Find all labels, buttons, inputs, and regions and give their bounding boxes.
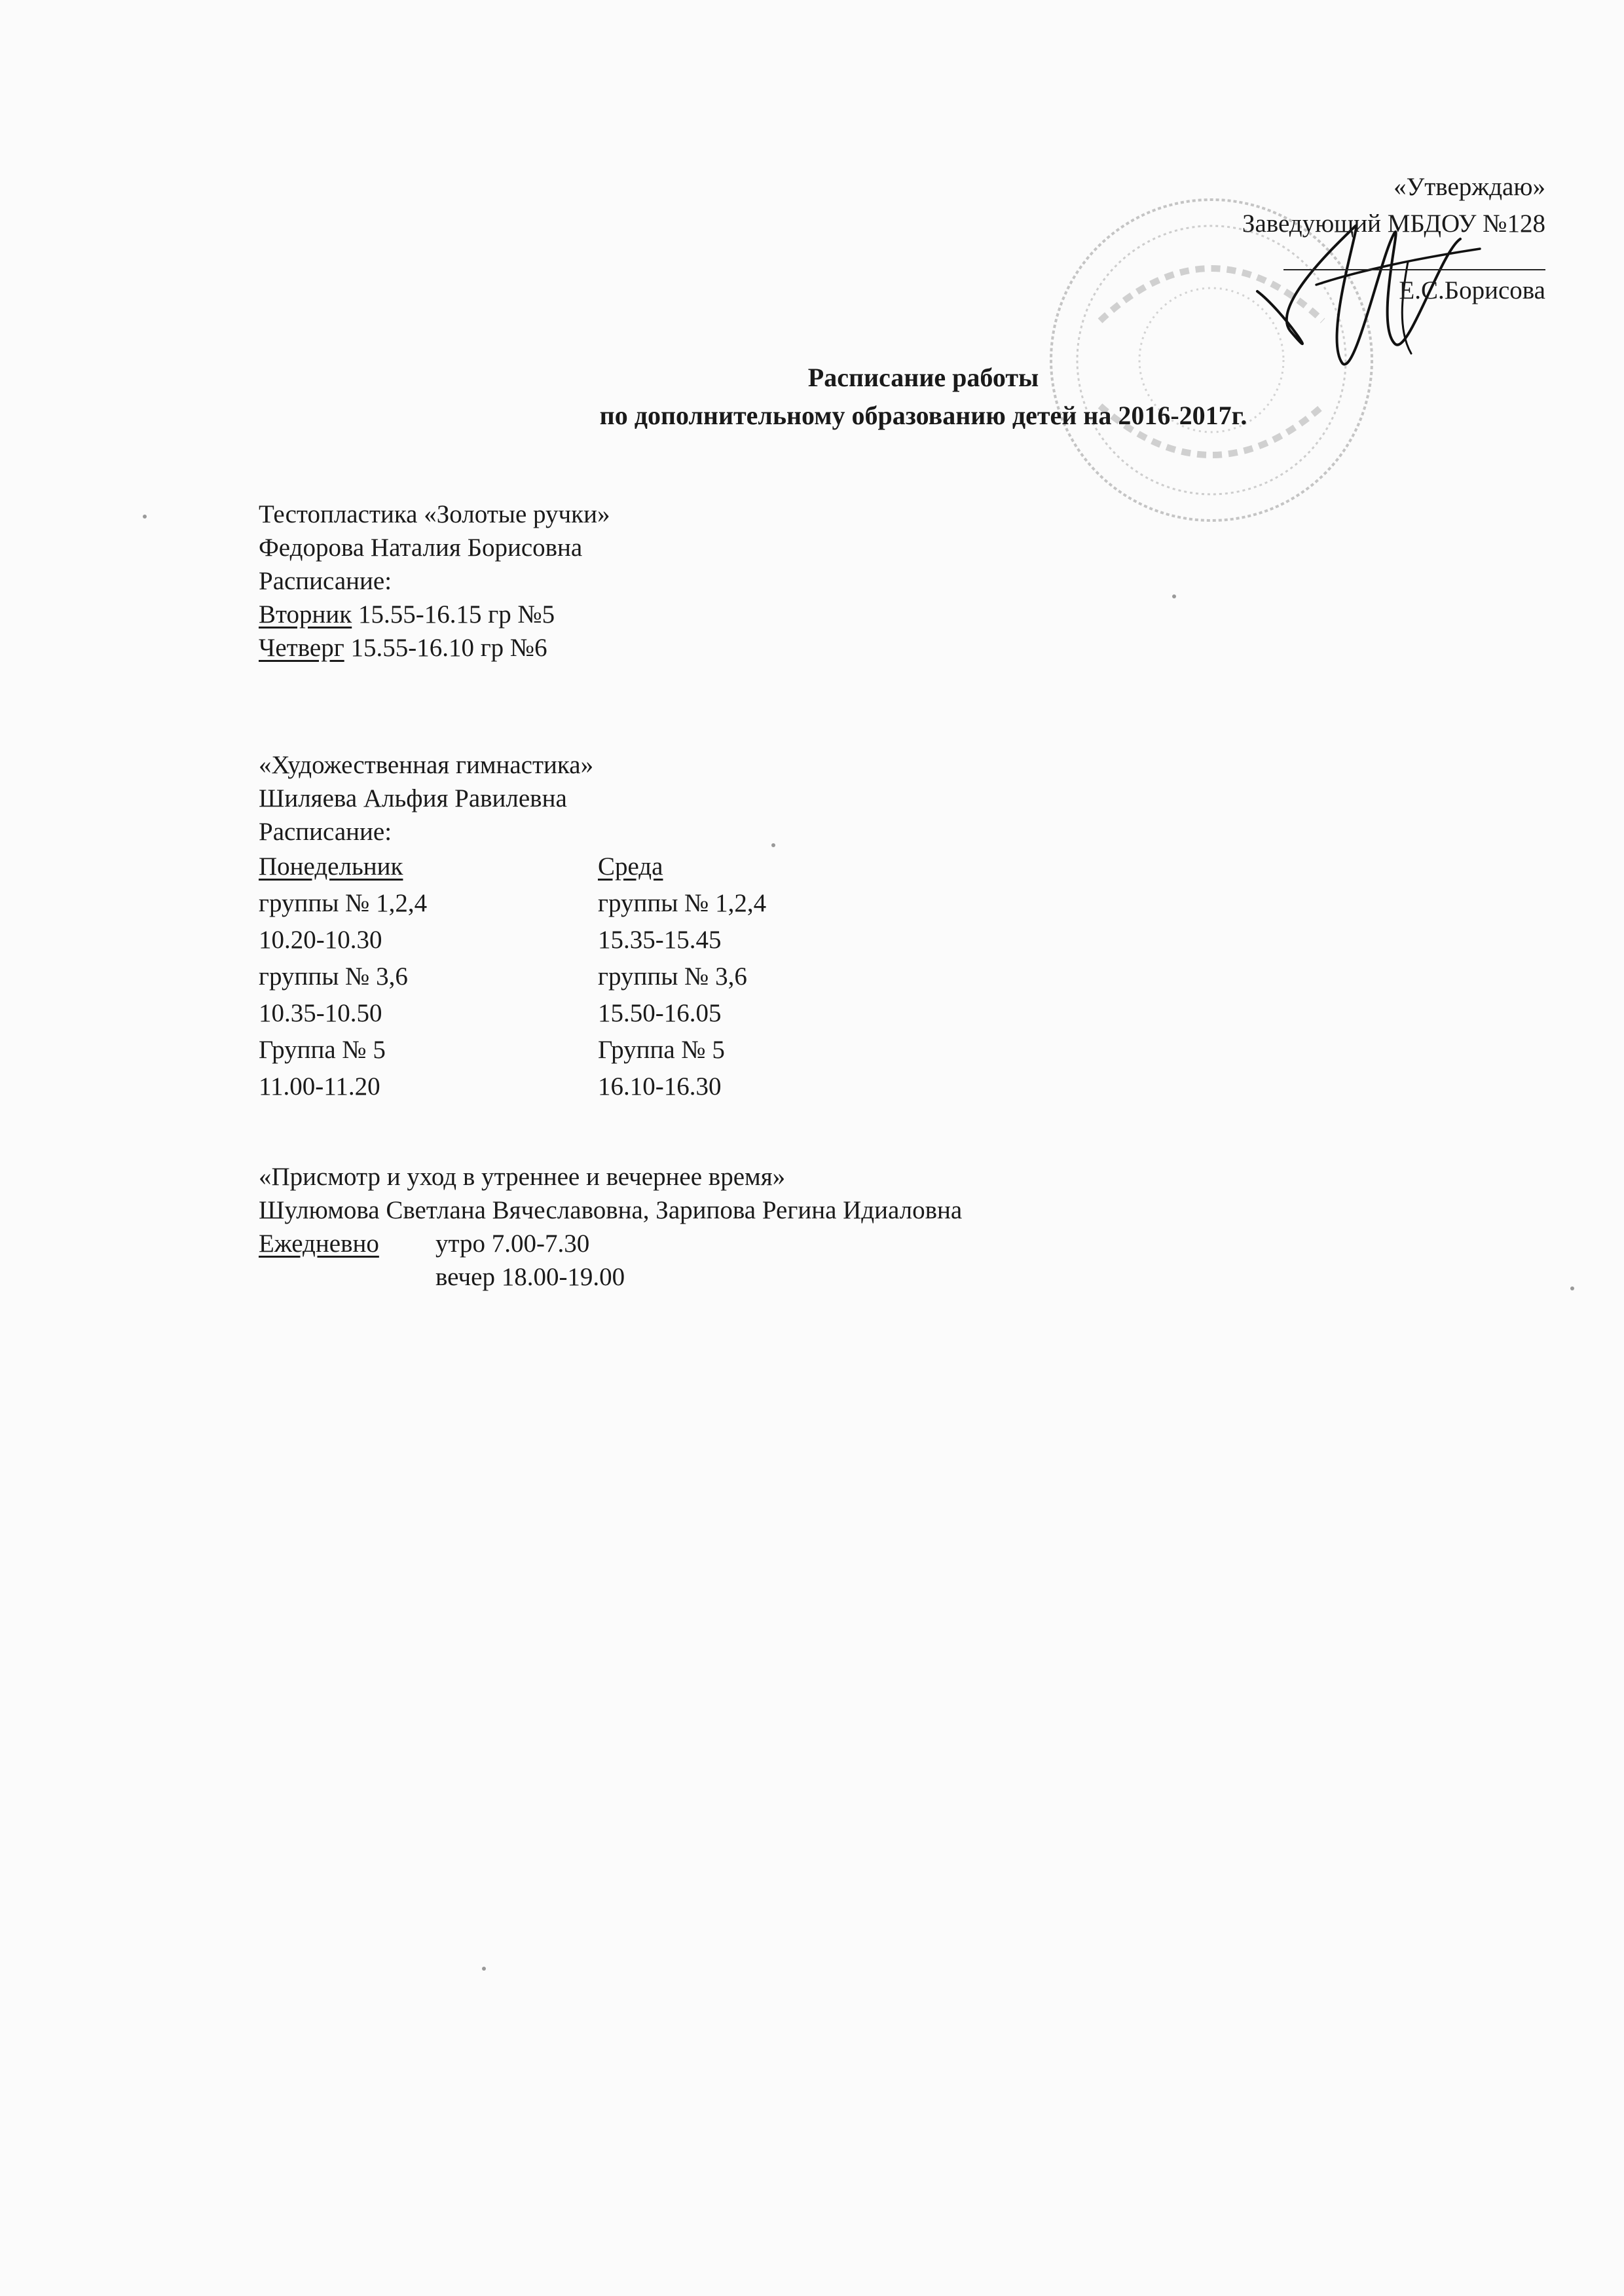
schedule-label: Расписание:	[259, 567, 392, 595]
schedule-details: 15.55-16.10 гр №6	[344, 634, 547, 662]
schedule-label: Расписание:	[259, 818, 392, 846]
section-name: «Присмотр и уход в утреннее и вечернее время»	[259, 1163, 786, 1191]
schedule-row	[259, 598, 610, 631]
schedule-line: 10.20-10.30	[259, 926, 382, 954]
section-name: Тестопластика «Золотые ручки»	[259, 500, 610, 528]
morning-time: утро 7.00-7.30	[435, 1230, 590, 1258]
schedule-line: 10.35-10.50	[259, 999, 382, 1027]
evening-time: вечер 18.00-19.00	[435, 1263, 625, 1291]
schedule-line: Группа № 5	[598, 1036, 725, 1064]
schedule-line: группы № 1,2,4	[598, 889, 767, 917]
signature-line	[1283, 269, 1545, 270]
schedule-line: группы № 3,6	[598, 962, 747, 991]
schedule-details: 15.55-16.15 гр №5	[352, 600, 555, 629]
schedule-row	[259, 631, 610, 665]
document-title	[0, 359, 1624, 435]
scan-speck	[143, 515, 147, 519]
schedule-line: группы № 3,6	[259, 962, 408, 991]
section-care	[259, 1160, 962, 1299]
schedule-line: 16.10-16.30	[598, 1072, 722, 1101]
section-testoplastika	[259, 498, 610, 665]
schedule-line: 11.00-11.20	[259, 1072, 380, 1101]
scan-speck	[1570, 1286, 1574, 1290]
schedule-columns	[259, 848, 1044, 1110]
title-line-2: по дополнительному образованию детей на 2016-2017г.	[599, 401, 1247, 430]
approval-heading: «Утверждаю»	[1393, 173, 1545, 201]
approval-signer: Е.С.Борисова	[1399, 276, 1545, 304]
scan-speck	[1172, 594, 1176, 598]
day-label: Четверг	[259, 634, 344, 662]
day-label: Вторник	[259, 600, 352, 629]
day-label: Ежедневно	[259, 1230, 379, 1258]
approval-block	[1153, 169, 1545, 304]
scan-speck	[771, 843, 775, 847]
schedule-line: группы № 1,2,4	[259, 889, 428, 917]
day-label: Среда	[598, 852, 663, 881]
daily-schedule	[259, 1227, 962, 1299]
schedule-line: 15.35-15.45	[598, 926, 722, 954]
teacher-name: Федорова Наталия Борисовна	[259, 534, 583, 562]
approval-position: Заведующий МБДОУ №128	[1242, 210, 1545, 238]
schedule-column-monday	[259, 848, 427, 1105]
schedule-line: 15.50-16.05	[598, 999, 722, 1027]
teacher-names: Шулюмова Светлана Вячеславовна, Зарипова Регина Идиаловна	[259, 1196, 963, 1224]
schedule-column-wednesday	[598, 848, 766, 1105]
section-name: «Художественная гимнастика»	[259, 751, 594, 779]
scan-speck	[482, 1967, 486, 1971]
schedule-line: Группа № 5	[259, 1036, 386, 1064]
title-line-1: Расписание работы	[807, 363, 1039, 392]
section-gymnastics	[259, 748, 1044, 1110]
day-label: Понедельник	[259, 852, 403, 881]
daily-times	[435, 1227, 625, 1294]
teacher-name: Шиляева Альфия Равилевна	[259, 784, 567, 812]
